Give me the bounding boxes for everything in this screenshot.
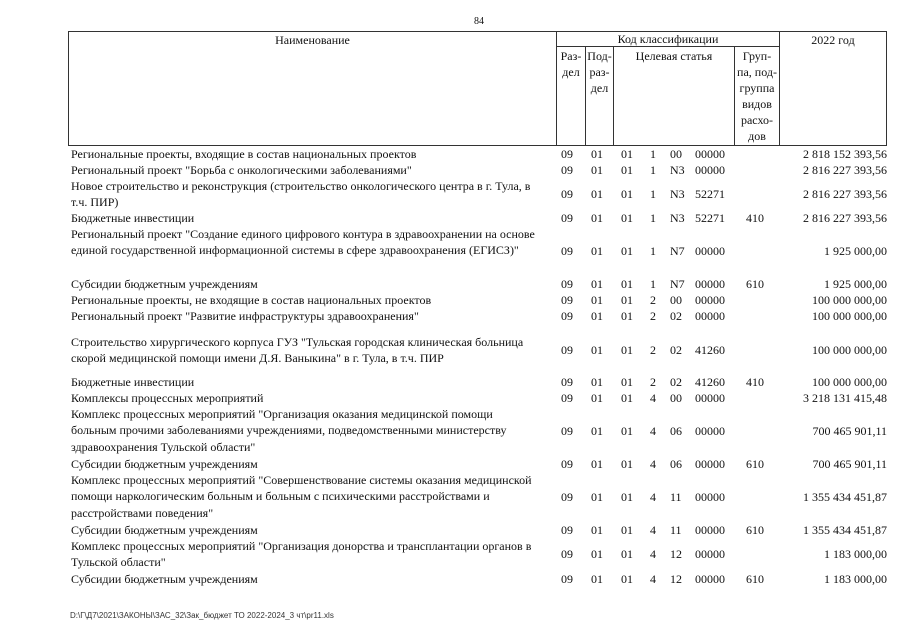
row-amount: 100 000 000,00 — [812, 309, 887, 323]
row-podrazdel: 01 — [591, 244, 603, 258]
row-target-main: 02 — [670, 309, 682, 323]
row-target-main: N7 — [670, 244, 685, 258]
row-amount: 2 818 152 393,56 — [803, 147, 887, 161]
row-target-program: 01 — [621, 391, 633, 405]
row-name: Новое строительство и реконструкция (строительство онкологического центра в г. Тула, в т.ч. ПИР) — [71, 179, 531, 210]
row-target-main: N3 — [670, 211, 685, 225]
row-name: Субсидии бюджетным учреждениям — [71, 457, 258, 471]
row-target-type: 2 — [650, 309, 656, 323]
row-target-direction: 41260 — [695, 375, 725, 389]
row-target-program: 01 — [621, 547, 633, 561]
row-target-type: 4 — [650, 572, 656, 586]
row-target-main: 12 — [670, 572, 682, 586]
row-razdel: 09 — [561, 163, 573, 177]
row-amount: 100 000 000,00 — [812, 375, 887, 389]
row-amount: 1 355 434 451,87 — [803, 490, 887, 504]
row-name: Комплекс процессных мероприятий "Организация донорства и трансплантации органов в Тульской области" — [71, 539, 532, 570]
header-code-group: Код классификации — [617, 32, 719, 46]
row-target-main: 11 — [670, 523, 682, 537]
row-vid: 410 — [746, 375, 764, 389]
row-target-type: 4 — [650, 457, 656, 471]
row-podrazdel: 01 — [591, 163, 603, 177]
row-target-type: 1 — [650, 244, 656, 258]
row-name: Региональные проекты, не входящие в состав национальных проектов — [71, 293, 432, 307]
row-target-program: 01 — [621, 211, 633, 225]
row-target-direction: 00000 — [695, 277, 725, 291]
page-number: 84 — [474, 16, 484, 27]
table-row — [0, 538, 905, 572]
row-name: Комплекс процессных мероприятий "Совершенствование системы оказания медицинской помощи наркологическим больным и больным с психическими расстройствами и расстройствами поведения" — [71, 473, 532, 520]
row-target-main: 00 — [670, 293, 682, 307]
row-name: Региональные проекты, входящие в состав национальных проектов — [71, 147, 417, 161]
row-name: Региональный проект "Борьба с онкологическими заболеваниями" — [71, 163, 412, 177]
row-amount: 2 816 227 393,56 — [803, 211, 887, 225]
row-name: Региональный проект "Создание единого цифрового контура в здравоохранении на основе единой государственной информационной системы в сфере здравоохранения (ЕГИСЗ)" — [71, 227, 535, 258]
row-razdel: 09 — [561, 457, 573, 471]
row-amount: 2 816 227 393,56 — [803, 163, 887, 177]
table-row — [0, 308, 905, 324]
row-target-program: 01 — [621, 490, 633, 504]
row-podrazdel: 01 — [591, 375, 603, 389]
row-target-program: 01 — [621, 457, 633, 471]
row-razdel: 09 — [561, 391, 573, 405]
row-target-direction: 00000 — [695, 547, 725, 561]
row-razdel: 09 — [561, 293, 573, 307]
row-target-type: 4 — [650, 490, 656, 504]
row-target-direction: 52271 — [695, 211, 725, 225]
row-target-direction: 00000 — [695, 309, 725, 323]
row-target-main: 06 — [670, 424, 682, 438]
header-podrazdel: Под- раз- дел — [587, 49, 612, 95]
row-razdel: 09 — [561, 343, 573, 357]
table-row — [0, 374, 905, 390]
row-target-direction: 00000 — [695, 572, 725, 586]
row-podrazdel: 01 — [591, 147, 603, 161]
row-target-type: 2 — [650, 375, 656, 389]
row-target-main: 00 — [670, 147, 682, 161]
row-podrazdel: 01 — [591, 523, 603, 537]
row-razdel: 09 — [561, 277, 573, 291]
row-target-type: 1 — [650, 277, 656, 291]
table-row — [0, 390, 905, 406]
row-target-program: 01 — [621, 309, 633, 323]
row-target-direction: 41260 — [695, 343, 725, 357]
row-podrazdel: 01 — [591, 309, 603, 323]
row-amount: 1 183 000,00 — [824, 547, 887, 561]
table-row — [0, 406, 905, 456]
row-vid: 610 — [746, 277, 764, 291]
row-target-type: 1 — [650, 147, 656, 161]
row-target-main: 00 — [670, 391, 682, 405]
row-name: Субсидии бюджетным учреждениям — [71, 572, 258, 586]
row-razdel: 09 — [561, 572, 573, 586]
row-target-main: N7 — [670, 277, 685, 291]
row-podrazdel: 01 — [591, 457, 603, 471]
row-target-program: 01 — [621, 147, 633, 161]
row-target-program: 01 — [621, 163, 633, 177]
row-name: Региональный проект "Развитие инфраструктуры здравоохранения" — [71, 309, 419, 323]
row-amount: 100 000 000,00 — [812, 293, 887, 307]
row-target-type: 1 — [650, 163, 656, 177]
table-row — [0, 472, 905, 522]
row-target-main: N3 — [670, 187, 685, 201]
row-target-main: 02 — [670, 343, 682, 357]
row-podrazdel: 01 — [591, 424, 603, 438]
row-target-type: 4 — [650, 391, 656, 405]
row-razdel: 09 — [561, 523, 573, 537]
row-target-program: 01 — [621, 293, 633, 307]
header-year: 2022 год — [811, 33, 855, 47]
row-podrazdel: 01 — [591, 391, 603, 405]
table-row — [0, 276, 905, 292]
row-target-program: 01 — [621, 572, 633, 586]
row-target-type: 4 — [650, 424, 656, 438]
row-vid: 610 — [746, 572, 764, 586]
table-row — [0, 226, 905, 276]
row-target-main: 06 — [670, 457, 682, 471]
row-name: Бюджетные инвестиции — [71, 211, 195, 225]
row-podrazdel: 01 — [591, 211, 603, 225]
row-target-direction: 00000 — [695, 457, 725, 471]
table-row — [0, 162, 905, 178]
row-vid: 610 — [746, 523, 764, 537]
row-target-type: 2 — [650, 343, 656, 357]
row-target-program: 01 — [621, 277, 633, 291]
row-target-program: 01 — [621, 375, 633, 389]
table-left-border — [68, 31, 69, 145]
row-amount: 1 925 000,00 — [824, 244, 887, 258]
row-name: Комплекс процессных мероприятий "Организация оказания медицинской помощи больным прочими заболеваниями учреждениями, подведомственными министерству здравоохранения Тульской области" — [71, 407, 507, 454]
row-podrazdel: 01 — [591, 187, 603, 201]
row-podrazdel: 01 — [591, 293, 603, 307]
table-row — [0, 292, 905, 308]
row-podrazdel: 01 — [591, 343, 603, 357]
row-amount: 700 465 901,11 — [812, 424, 887, 438]
row-razdel: 09 — [561, 211, 573, 225]
header-target: Целевая статья — [635, 49, 713, 63]
row-amount: 1 925 000,00 — [824, 277, 887, 291]
file-path-footer: D:\Г\Д7\2021\ЗАКОНЫ\ЗАС_32\Зак_бюджет ТО 2022-2024_3 чт\pr11.xls — [70, 611, 334, 620]
row-podrazdel: 01 — [591, 572, 603, 586]
row-target-main: N3 — [670, 163, 685, 177]
row-vid: 610 — [746, 457, 764, 471]
row-razdel: 09 — [561, 244, 573, 258]
table-row — [0, 210, 905, 226]
row-target-main: 12 — [670, 547, 682, 561]
row-target-main: 02 — [670, 375, 682, 389]
table-right-border — [886, 31, 887, 145]
row-target-direction: 00000 — [695, 293, 725, 307]
table-row — [0, 146, 905, 162]
row-vid: 410 — [746, 211, 764, 225]
row-target-direction: 00000 — [695, 391, 725, 405]
row-target-type: 1 — [650, 211, 656, 225]
table-row — [0, 334, 905, 368]
header-razdel: Раз- дел — [560, 49, 582, 79]
row-name: Комплексы процессных мероприятий — [71, 391, 264, 405]
row-name: Субсидии бюджетным учреждениям — [71, 277, 258, 291]
row-podrazdel: 01 — [591, 547, 603, 561]
row-target-program: 01 — [621, 244, 633, 258]
row-amount: 2 816 227 393,56 — [803, 187, 887, 201]
row-target-type: 1 — [650, 187, 656, 201]
table-row — [0, 522, 905, 538]
row-target-direction: 00000 — [695, 424, 725, 438]
row-target-program: 01 — [621, 424, 633, 438]
table-row — [0, 178, 905, 210]
row-name: Бюджетные инвестиции — [71, 375, 195, 389]
header-name: Наименование — [275, 33, 350, 47]
row-target-type: 4 — [650, 547, 656, 561]
row-target-type: 2 — [650, 293, 656, 307]
row-razdel: 09 — [561, 547, 573, 561]
row-razdel: 09 — [561, 424, 573, 438]
row-target-direction: 00000 — [695, 490, 725, 504]
row-target-program: 01 — [621, 343, 633, 357]
header-vid: Груп- па, под- группа видов расхо- дов — [737, 49, 777, 143]
row-amount: 1 355 434 451,87 — [803, 523, 887, 537]
row-name: Строительство хирургического корпуса ГУЗ "Тульская городская клиническая больница скорой медицинской помощи имени Д.Я. Ваныкина" в г. Тула, в т.ч. ПИР — [71, 335, 524, 366]
row-podrazdel: 01 — [591, 490, 603, 504]
row-amount: 1 183 000,00 — [824, 572, 887, 586]
row-amount: 100 000 000,00 — [812, 343, 887, 357]
row-target-direction: 52271 — [695, 187, 725, 201]
row-razdel: 09 — [561, 375, 573, 389]
row-target-main: 11 — [670, 490, 682, 504]
row-target-type: 4 — [650, 523, 656, 537]
row-razdel: 09 — [561, 490, 573, 504]
row-target-direction: 00000 — [695, 163, 725, 177]
table-row — [0, 571, 905, 587]
row-razdel: 09 — [561, 187, 573, 201]
col-divider-vid — [779, 31, 780, 145]
row-amount: 3 218 131 415,48 — [803, 391, 887, 405]
row-razdel: 09 — [561, 309, 573, 323]
row-target-direction: 00000 — [695, 523, 725, 537]
row-target-direction: 00000 — [695, 147, 725, 161]
row-target-program: 01 — [621, 523, 633, 537]
table-row — [0, 456, 905, 472]
row-target-program: 01 — [621, 187, 633, 201]
row-podrazdel: 01 — [591, 277, 603, 291]
row-razdel: 09 — [561, 147, 573, 161]
row-target-direction: 00000 — [695, 244, 725, 258]
row-amount: 700 465 901,11 — [812, 457, 887, 471]
row-name: Субсидии бюджетным учреждениям — [71, 523, 258, 537]
